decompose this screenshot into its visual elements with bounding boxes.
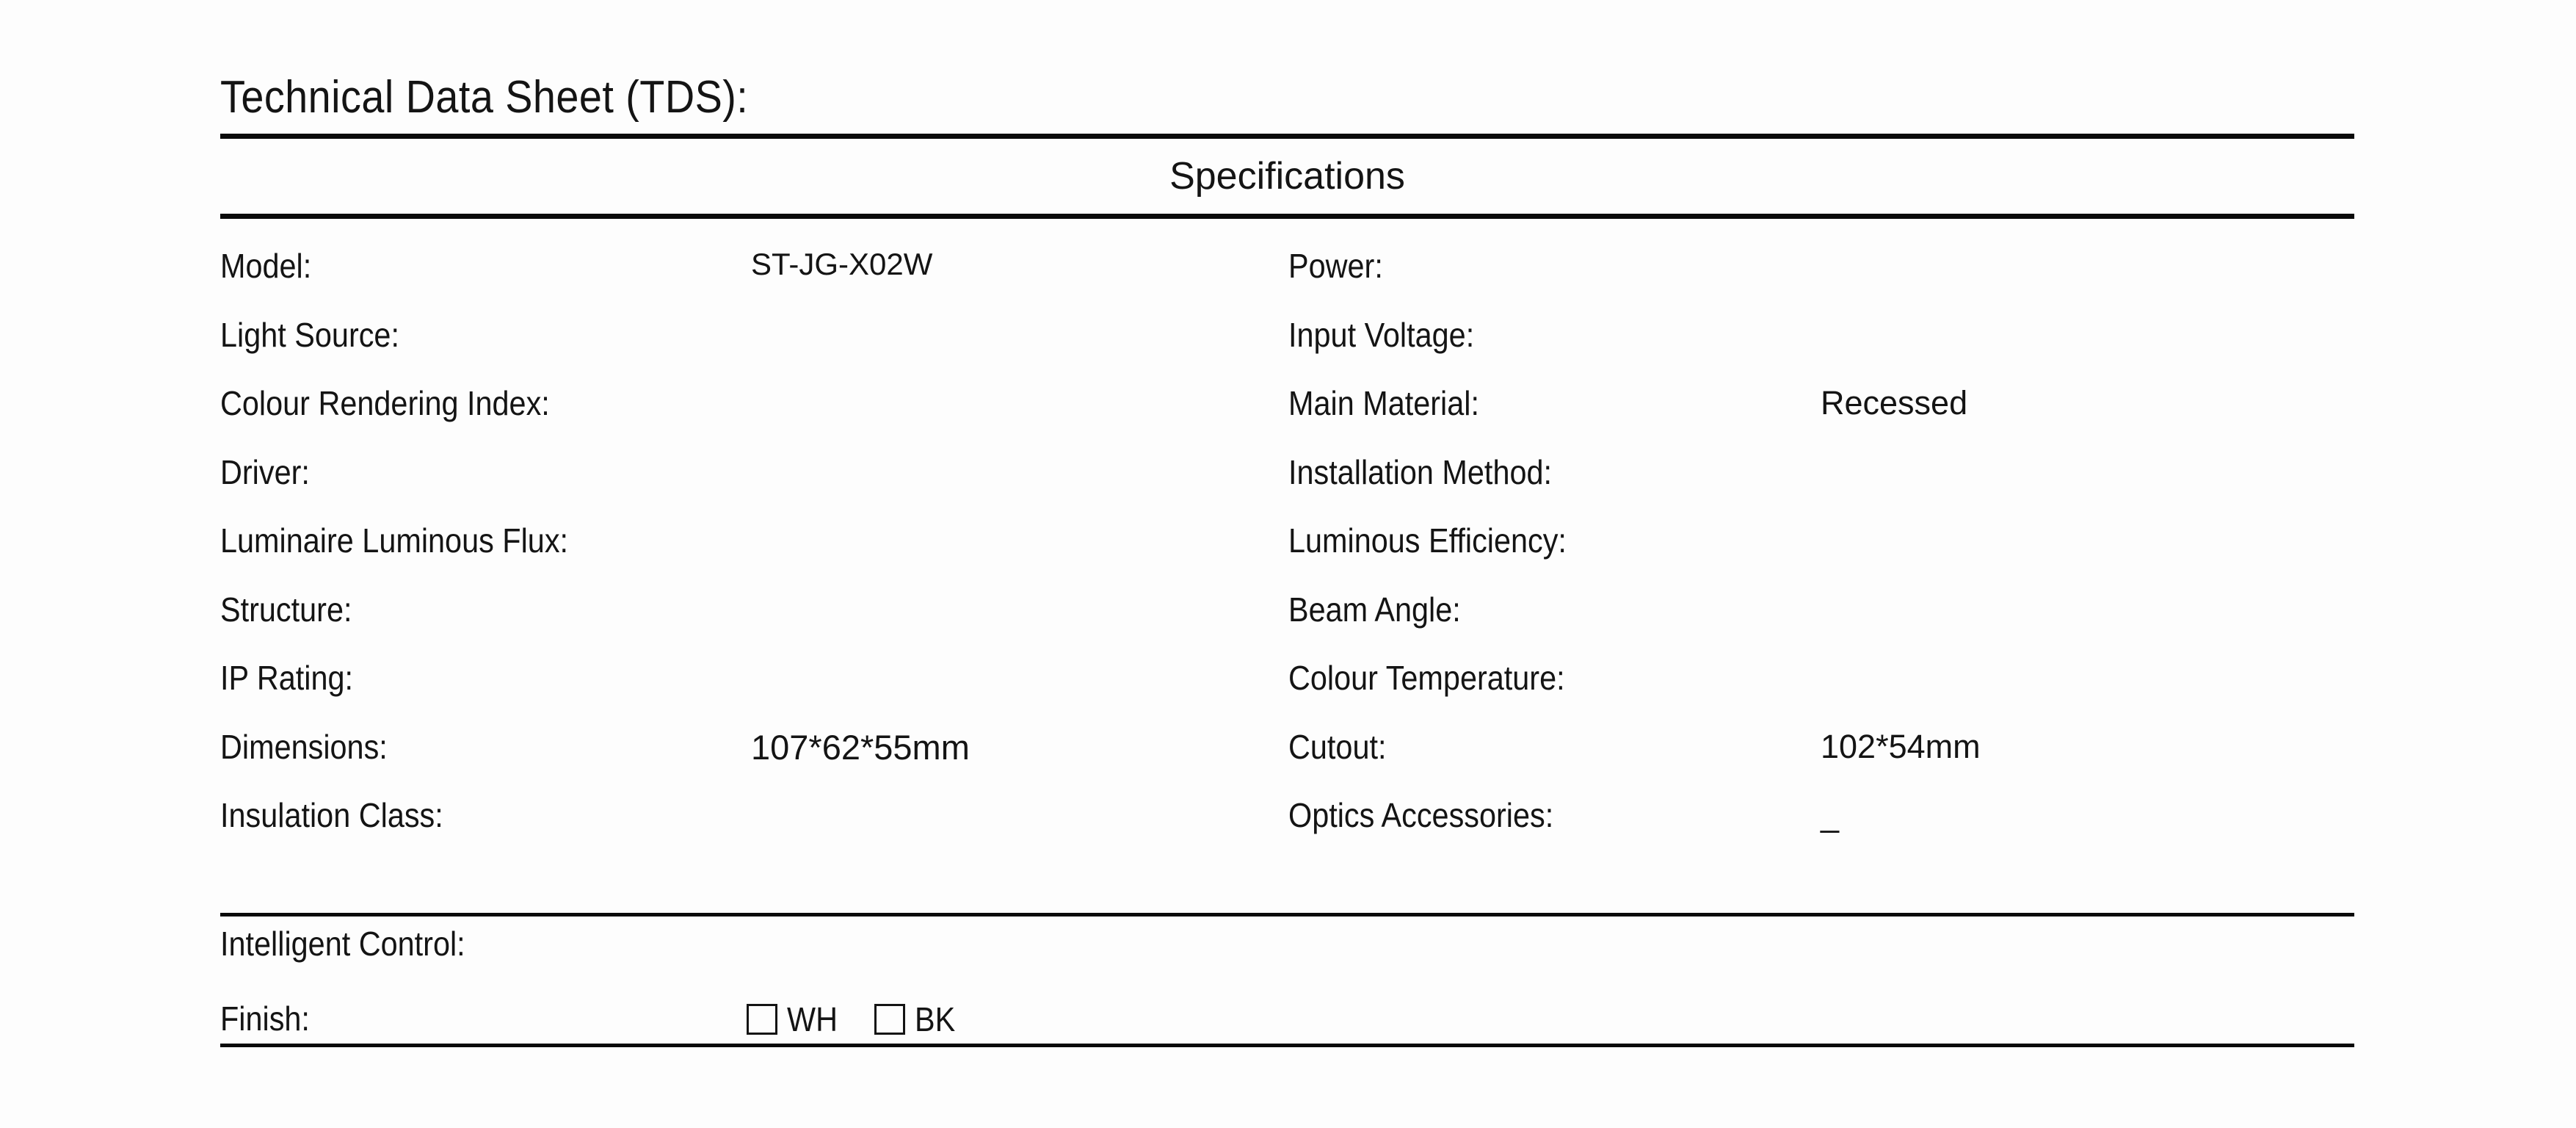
dimensions-value: 107*62*55mm (751, 727, 970, 767)
divider-under-header (220, 214, 2354, 219)
model-label: Model: (220, 247, 312, 285)
main-material-label: Main Material: (1288, 384, 1479, 422)
document-title: Technical Data Sheet (TDS): (220, 72, 749, 123)
intelligent-control-label: Intelligent Control: (220, 925, 465, 963)
installation-method-label: Installation Method: (1288, 452, 1553, 491)
insulation-class-label: Insulation Class: (220, 796, 443, 834)
ip-rating-label: IP Rating: (220, 659, 354, 697)
cutout-value: 102*54mm (1821, 727, 1981, 765)
light-source-label: Light Source: (220, 315, 399, 354)
finish-bk-label: BK (914, 1000, 955, 1038)
colour-rendering-index-label: Colour Rendering Index: (220, 384, 550, 422)
divider-above-intelligent-control (220, 913, 2354, 916)
finish-label: Finish: (220, 999, 310, 1038)
finish-wh-checkbox[interactable] (747, 1004, 777, 1035)
model-value: ST-JG-X02W (751, 247, 933, 281)
input-voltage-label: Input Voltage: (1288, 315, 1475, 354)
luminaire-luminous-flux-label: Luminaire Luminous Flux: (220, 521, 569, 560)
driver-label: Driver: (220, 452, 310, 491)
power-label: Power: (1288, 247, 1383, 285)
luminous-efficiency-label: Luminous Efficiency: (1288, 521, 1567, 560)
cutout-label: Cutout: (1288, 727, 1387, 766)
divider-top-thick (220, 134, 2354, 139)
optics-accessories-value: _ (1821, 796, 1840, 834)
colour-temperature-label: Colour Temperature: (1288, 659, 1565, 697)
divider-bottom (220, 1044, 2354, 1047)
optics-accessories-label: Optics Accessories: (1288, 796, 1554, 834)
specifications-header: Specifications (1169, 155, 1405, 198)
finish-wh-label: WH (787, 1000, 838, 1038)
dimensions-label: Dimensions: (220, 727, 388, 766)
beam-angle-label: Beam Angle: (1288, 590, 1461, 629)
structure-label: Structure: (220, 590, 352, 629)
finish-options (747, 999, 959, 1039)
specifications-table (220, 245, 2354, 864)
finish-bk-checkbox[interactable] (874, 1004, 905, 1035)
main-material-value: Recessed (1821, 384, 1968, 422)
